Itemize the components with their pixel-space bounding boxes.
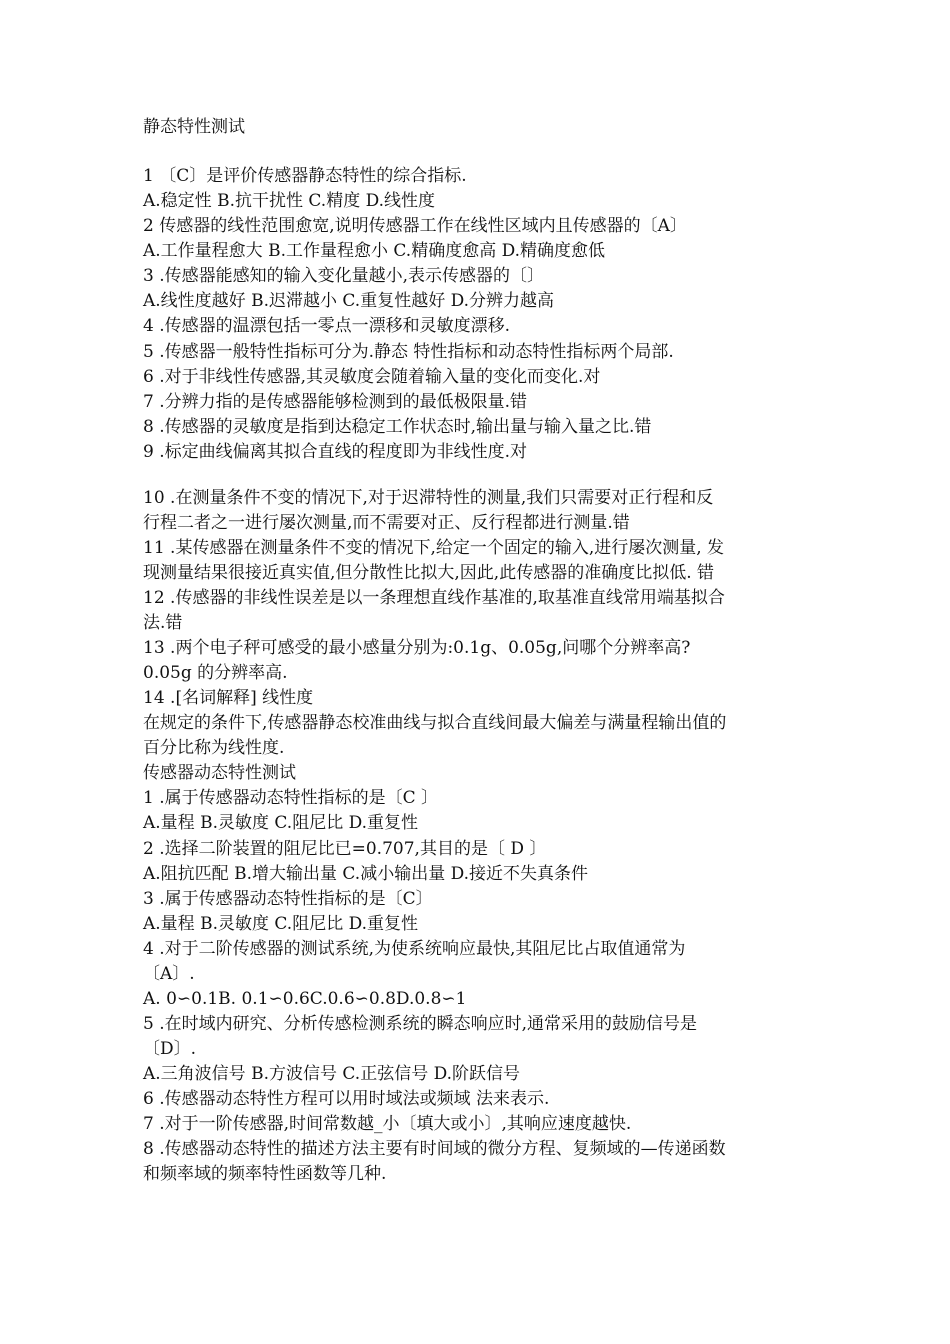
question-10-cont: 行程二者之一进行屡次测量,而不需要对正、反行程都进行测量.错 [143,513,630,533]
question-1: 1 〔C〕是评价传感器静态特性的综合指标. [143,166,467,186]
question-13: 13 .两个电子秤可感受的最小感量分别为:0.1g、0.05g,问哪个分辨率高? [143,638,691,658]
question-8: 8 .传感器的灵敏度是指到达稳定工作状态时,输出量与输入量之比.错 [143,417,652,437]
question-2: 2 传感器的线性范围愈宽,说明传感器工作在线性区域内且传感器的〔A〕 [143,216,687,236]
dyn-question-5-options: A.三角波信号 B.方波信号 C.正弦信号 D.阶跃信号 [143,1064,521,1084]
question-6: 6 .对于非线性传感器,其灵敏度会随着输入量的变化而变化.对 [143,367,601,387]
question-12: 12 .传感器的非线性误差是以一条理想直线作基准的,取基准直线常用端基拟合 [143,588,725,608]
dyn-question-4-cont: 〔A〕. [143,964,195,984]
dyn-question-2-options: A.阻抗匹配 B.增大输出量 C.减小输出量 D.接近不失真条件 [143,864,589,884]
question-14-answer-cont: 百分比称为线性度. [143,738,285,758]
dyn-question-7: 7 .对于一阶传感器,时间常数越_小〔填大或小〕,其响应速度越快. [143,1114,632,1134]
dyn-question-8: 8 .传感器动态特性的描述方法主要有时间域的微分方程、复频域的—传递函数 [143,1139,726,1159]
section-title-dynamic: 传感器动态特性测试 [143,763,296,783]
question-12-cont: 法.错 [143,613,183,633]
question-13-answer: 0.05g 的分辨率高. [143,663,288,683]
question-2-options: A.工作量程愈大 B.工作量程愈小 C.精确度愈高 D.精确度愈低 [143,241,606,261]
question-14: 14 .[名词解释] 线性度 [143,688,314,708]
question-3: 3 .传感器能感知的输入变化量越小,表示传感器的〔〕 [143,266,545,286]
question-4: 4 .传感器的温漂包括一零点一漂移和灵敏度漂移. [143,316,511,336]
question-11: 11 .某传感器在测量条件不变的情况下,给定一个固定的输入,进行屡次测量, 发 [143,538,725,558]
question-11-cont: 现测量结果很接近真实值,但分散性比拟大,因此,此传感器的准确度比拟低. 错 [143,563,715,583]
dyn-question-2: 2 .选择二阶装置的阻尼比已=0.707,其目的是〔 D 〕 [143,839,547,859]
question-3-options: A.线性度越好 B.迟滞越小 C.重复性越好 D.分辨力越高 [143,291,555,311]
question-5: 5 .传感器一般特性指标可分为.静态 特性指标和动态特性指标两个局部. [143,342,674,362]
question-14-answer: 在规定的条件下,传感器静态校准曲线与拟合直线间最大偏差与满量程输出值的 [143,713,727,733]
dyn-question-5-cont: 〔D〕. [143,1039,197,1059]
dyn-question-5: 5 .在时域内研究、分析传感检测系统的瞬态响应时,通常采用的鼓励信号是 [143,1014,698,1034]
dyn-question-4-options: A. 0∽0.1B. 0.1∽0.6C.0.6∽0.8D.0.8∽1 [143,989,467,1009]
question-10: 10 .在测量条件不变的情况下,对于迟滞特性的测量,我们只需要对正行程和反 [143,488,714,508]
question-1-options: A.稳定性 B.抗干扰性 C.精度 D.线性度 [143,191,436,211]
dyn-question-3-options: A.量程 B.灵敏度 C.阻尼比 D.重复性 [143,914,419,934]
dyn-question-3: 3 .属于传感器动态特性指标的是〔C〕 [143,889,433,909]
question-7: 7 .分辨力指的是传感器能够检测到的最低极限量.错 [143,392,528,412]
dyn-question-1-options: A.量程 B.灵敏度 C.阻尼比 D.重复性 [143,813,419,833]
question-9: 9 .标定曲线偏离其拟合直线的程度即为非线性度.对 [143,442,528,462]
dyn-question-6: 6 .传感器动态特性方程可以用时域法或频域 法来表示. [143,1089,550,1109]
dyn-question-1: 1 .属于传感器动态特性指标的是〔C 〕 [143,788,439,808]
dyn-question-8-cont: 和频率域的频率特性函数等几种. [143,1164,387,1184]
section-title-static: 静态特性测试 [143,117,245,137]
dyn-question-4: 4 .对于二阶传感器的测试系统,为使系统响应最快,其阻尼比占取值通常为 [143,939,686,959]
